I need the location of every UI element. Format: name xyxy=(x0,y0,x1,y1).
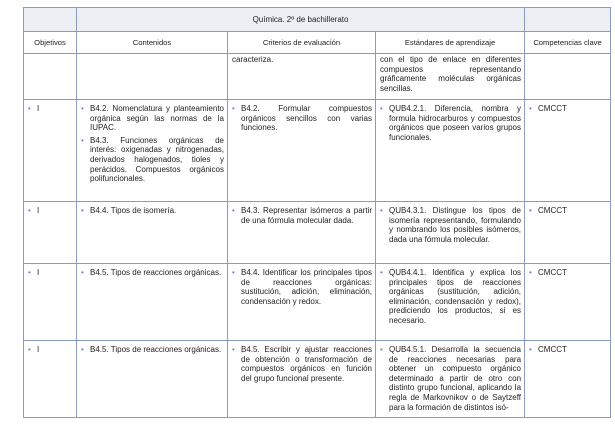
estandares-cell xyxy=(376,341,525,418)
competencias-cell xyxy=(525,341,611,418)
table-title: Química. 2º de bachillerato xyxy=(77,8,525,32)
contenidos-text: B4.2. Nomenclatura y planteamiento orgánica según las normas de la IUPAC. xyxy=(90,104,224,133)
criterios-text: B4.4. Identificar los principales tipos de reacciones orgánicas: sustitución, adición, eliminación, condensación y redox. xyxy=(241,268,372,306)
objetivos-text: I xyxy=(37,104,40,113)
header-row xyxy=(24,32,611,54)
header-contenidos: Contenidos xyxy=(77,32,228,54)
bullet-icon: • xyxy=(380,268,383,277)
bullet-icon: • xyxy=(380,345,383,354)
estandares-text: QUB4.2.1. Diferencia, nombra y formula hidrocarburos y compuestos orgánicos que poseen varios grupos funcionales. xyxy=(389,104,522,142)
criterios-text: B4.5. Escribir y ajustar reacciones de obtención o transformación de compuestos orgánicos en función del grupo funcional presente. xyxy=(241,345,372,383)
bullet-icon: • xyxy=(380,104,383,113)
criterios-cell xyxy=(228,54,376,100)
bullet-icon: • xyxy=(529,104,532,113)
bullet-icon: • xyxy=(28,104,31,113)
objetivos-cell xyxy=(24,264,77,341)
criterios-text: B4.3. Representar isómeros a partir de una fórmula molecular dada. xyxy=(241,206,372,225)
bullet-icon: • xyxy=(28,206,31,215)
title-corner-cell-right xyxy=(525,8,611,32)
objetivos-cell xyxy=(24,341,77,418)
objetivos-text: I xyxy=(37,345,40,354)
contenidos-text: B4.4. Tipos de isomería. xyxy=(90,206,177,215)
bullet-icon: • xyxy=(81,135,84,145)
competencias-cell xyxy=(525,100,611,202)
bullet-icon: • xyxy=(232,268,235,277)
table-row xyxy=(24,54,611,100)
estandares-cell xyxy=(376,54,525,100)
estandares-text: QUB4.4.1. Identifica y explica los principales tipos de reacciones orgánicas (sustitución, adición, eliminación, condensación y redox), prediciendo los productos, si es necesario. xyxy=(389,268,522,325)
table-row xyxy=(24,202,611,264)
competencias-text: CMCCT xyxy=(538,345,567,354)
criterios-cell xyxy=(228,100,376,202)
objetivos-cell xyxy=(24,100,77,202)
contenidos-cell xyxy=(77,54,228,100)
contenidos-cell xyxy=(77,202,228,264)
estandares-cell xyxy=(376,100,525,202)
contenidos-cell xyxy=(77,100,228,202)
criterios-cell xyxy=(228,202,376,264)
bullet-icon: • xyxy=(81,268,84,277)
bullet-icon: • xyxy=(81,206,84,215)
header-competencias: Competencias clave xyxy=(525,32,611,54)
bullet-icon: • xyxy=(81,104,84,113)
criterios-cell xyxy=(228,341,376,418)
table-row xyxy=(24,100,611,202)
bullet-icon: • xyxy=(28,268,31,277)
bullet-icon: • xyxy=(529,268,532,277)
competencias-text: CMCCT xyxy=(538,104,567,113)
criterios-text: B4.2. Formular compuestos orgánicos sencillos con varias funciones. xyxy=(241,104,372,133)
estandares-text: QUB4.5.1. Desarrolla la secuencia de reacciones necesarias para obtener un compuesto orgánico determinado a partir de otro con distinto grupo funcional, aplicando la regla de Markovnikov o de Saytzeff para la formación de distintos isó- xyxy=(389,345,522,412)
objetivos-text: I xyxy=(37,268,40,277)
objetivos-cell xyxy=(24,54,77,100)
competencias-cell xyxy=(525,54,611,100)
header-criterios: Criterios de evaluación xyxy=(228,32,376,54)
bullet-icon: • xyxy=(81,345,84,354)
competencias-text: CMCCT xyxy=(538,268,567,277)
criterios-text: caracteriza. xyxy=(232,55,274,64)
estandares-cell xyxy=(376,264,525,341)
competencias-cell xyxy=(525,264,611,341)
bullet-icon: • xyxy=(380,206,383,215)
title-row xyxy=(24,8,611,32)
curriculum-table xyxy=(23,7,611,418)
criterios-cell xyxy=(228,264,376,341)
header-estandares: Estándares de aprendizaje xyxy=(376,32,525,54)
table-row xyxy=(24,264,611,341)
bullet-icon: • xyxy=(232,104,235,113)
contenidos-text: B4.5. Tipos de reacciones orgánicas. xyxy=(90,268,222,277)
bullet-icon: • xyxy=(232,345,235,354)
estandares-cell xyxy=(376,202,525,264)
table-row xyxy=(24,341,611,418)
bullet-icon: • xyxy=(28,345,31,354)
objetivos-cell xyxy=(24,202,77,264)
contenidos-cell xyxy=(77,341,228,418)
bullet-icon: • xyxy=(529,206,532,215)
bullet-icon: • xyxy=(529,345,532,354)
header-objetivos: Objetivos xyxy=(24,32,77,54)
competencias-text: CMCCT xyxy=(538,206,567,215)
estandares-text: con el tipo de enlace en diferentes compuestos representando gráficamente moléculas orgánicas sencillas. xyxy=(380,55,522,93)
competencias-cell xyxy=(525,202,611,264)
contenidos-cell xyxy=(77,264,228,341)
bullet-icon: • xyxy=(232,206,235,215)
objetivos-text: I xyxy=(37,206,40,215)
title-corner-cell xyxy=(24,8,77,32)
contenidos-text: B4.5. Tipos de reacciones orgánicas. xyxy=(90,345,222,354)
estandares-text: QUB4.3.1. Distingue los tipos de isomería representando, formulando y nombrando los posibles isómeros, dada una fórmula molecular. xyxy=(389,206,522,244)
contenidos-text: B4.3. Funciones orgánicas de interés: oxigenadas y nitrogenadas, derivados halogenados, tioles y perácidos. Compuestos orgánicos polifuncionales. xyxy=(90,135,224,184)
